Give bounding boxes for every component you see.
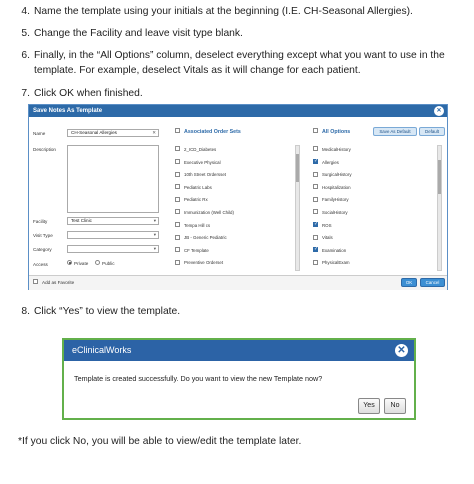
close-icon[interactable]: ✕ — [395, 344, 408, 357]
option-item[interactable]: ✓ROS — [313, 221, 332, 230]
no-button[interactable]: No — [384, 398, 406, 414]
option-item[interactable]: FamilyHistory — [313, 195, 349, 204]
add-favorite-checkbox[interactable]: Add as Favorite — [33, 280, 74, 285]
chevron-down-icon: ▾ — [153, 246, 156, 251]
select-all-checkbox[interactable] — [175, 128, 180, 133]
close-icon[interactable]: ✕ — [434, 106, 444, 116]
order-set-item[interactable]: Pediatric Rx — [175, 195, 208, 204]
order-set-item[interactable]: 10th Street Ordersset — [175, 170, 226, 179]
access-public-radio[interactable]: Public — [95, 261, 115, 266]
order-set-item[interactable]: 2_ICD_Diabetes — [175, 145, 216, 154]
checkbox-icon — [313, 146, 318, 151]
order-set-item[interactable]: JB - Generic Pediatric — [175, 233, 227, 242]
order-set-item[interactable]: Pediatric Labs — [175, 183, 212, 192]
dialog-title-bar — [29, 105, 447, 117]
radio-selected-icon — [67, 260, 72, 265]
scrollbar-thumb[interactable] — [296, 154, 299, 182]
visit-type-select[interactable] — [67, 231, 159, 239]
confirm-dialog — [62, 338, 416, 420]
chevron-down-icon: ▾ — [153, 218, 156, 223]
checkbox-icon — [313, 260, 318, 265]
checkbox-icon — [175, 172, 180, 177]
dialog-title: Save Notes As Template — [33, 108, 103, 114]
access-label: Access — [33, 262, 48, 267]
footer-note: *If you click No, you will be able to view/edit the template later. — [18, 436, 302, 447]
checkbox-icon — [33, 279, 38, 284]
checkbox-icon — [313, 209, 318, 214]
ok-button[interactable]: OK — [401, 278, 417, 287]
checkbox-icon — [175, 146, 180, 151]
checkbox-icon — [313, 184, 318, 189]
option-item[interactable]: Vitals — [313, 233, 333, 242]
clear-icon[interactable]: ✕ — [152, 130, 156, 135]
facility-select[interactable]: Test Clinic ▾ — [67, 217, 159, 225]
confirm-title: eClinicalWorks — [72, 345, 132, 355]
yes-button[interactable]: Yes — [358, 398, 380, 414]
save-template-dialog — [28, 104, 448, 290]
select-all-checkbox[interactable] — [313, 128, 318, 133]
option-item[interactable]: ✓Allergies — [313, 158, 339, 167]
checkbox-icon — [175, 159, 180, 164]
checkbox-checked-icon — [313, 222, 318, 227]
description-label: Description — [33, 147, 56, 152]
checkbox-icon — [175, 197, 180, 202]
all-options-header: All Options — [313, 129, 350, 135]
description-textarea[interactable] — [67, 145, 159, 213]
order-set-item[interactable]: CF Template — [175, 246, 209, 255]
default-button[interactable]: Default — [419, 127, 445, 136]
checkbox-icon — [313, 197, 318, 202]
radio-icon — [95, 260, 100, 265]
option-item[interactable]: PhysicalExam — [313, 258, 350, 267]
option-item[interactable]: Hospitalization — [313, 183, 351, 192]
name-input[interactable]: CH-Seasonal Allergies ✕ — [67, 129, 159, 137]
access-private-radio[interactable]: Private — [67, 261, 88, 266]
confirm-title-bar — [64, 340, 414, 361]
chevron-down-icon: ▾ — [153, 232, 156, 237]
checkbox-icon — [175, 209, 180, 214]
cancel-button[interactable]: Cancel — [420, 278, 445, 287]
checkbox-icon — [175, 260, 180, 265]
checkbox-checked-icon — [313, 247, 318, 252]
dialog-footer — [29, 275, 447, 290]
confirm-message: Template is created successfully. Do you want to view the new Template now? — [74, 374, 323, 383]
checkbox-icon — [175, 235, 180, 240]
scrollbar-thumb[interactable] — [438, 160, 441, 194]
checkbox-icon — [175, 222, 180, 227]
option-item[interactable]: SocialHistory — [313, 208, 348, 217]
checkbox-icon — [175, 184, 180, 189]
order-set-item[interactable]: Immunization (Well Child) — [175, 208, 234, 217]
checkbox-checked-icon — [313, 159, 318, 164]
option-item[interactable]: SurgicalHistory — [313, 170, 352, 179]
name-label: Name — [33, 131, 46, 136]
option-item[interactable]: ✓Examination — [313, 246, 346, 255]
order-set-item[interactable]: Tempa Hill cs — [175, 221, 210, 230]
visit-type-label: Visit Type — [33, 233, 53, 238]
category-select[interactable] — [67, 245, 159, 253]
checkbox-icon — [313, 235, 318, 240]
checkbox-icon — [313, 172, 318, 177]
category-label: Category — [33, 247, 52, 252]
facility-label: Facility — [33, 219, 48, 224]
all-options-scrollbar[interactable] — [437, 145, 442, 271]
order-set-item[interactable]: Executive Physical — [175, 158, 221, 167]
checkbox-icon — [175, 247, 180, 252]
save-as-default-button[interactable]: Save As Default — [373, 127, 417, 136]
order-set-item[interactable]: Preventive Orderset — [175, 258, 223, 267]
order-sets-scrollbar[interactable] — [295, 145, 300, 271]
order-sets-header: Associated Order Sets — [175, 129, 241, 135]
option-item[interactable]: MedicalHistory — [313, 145, 351, 154]
